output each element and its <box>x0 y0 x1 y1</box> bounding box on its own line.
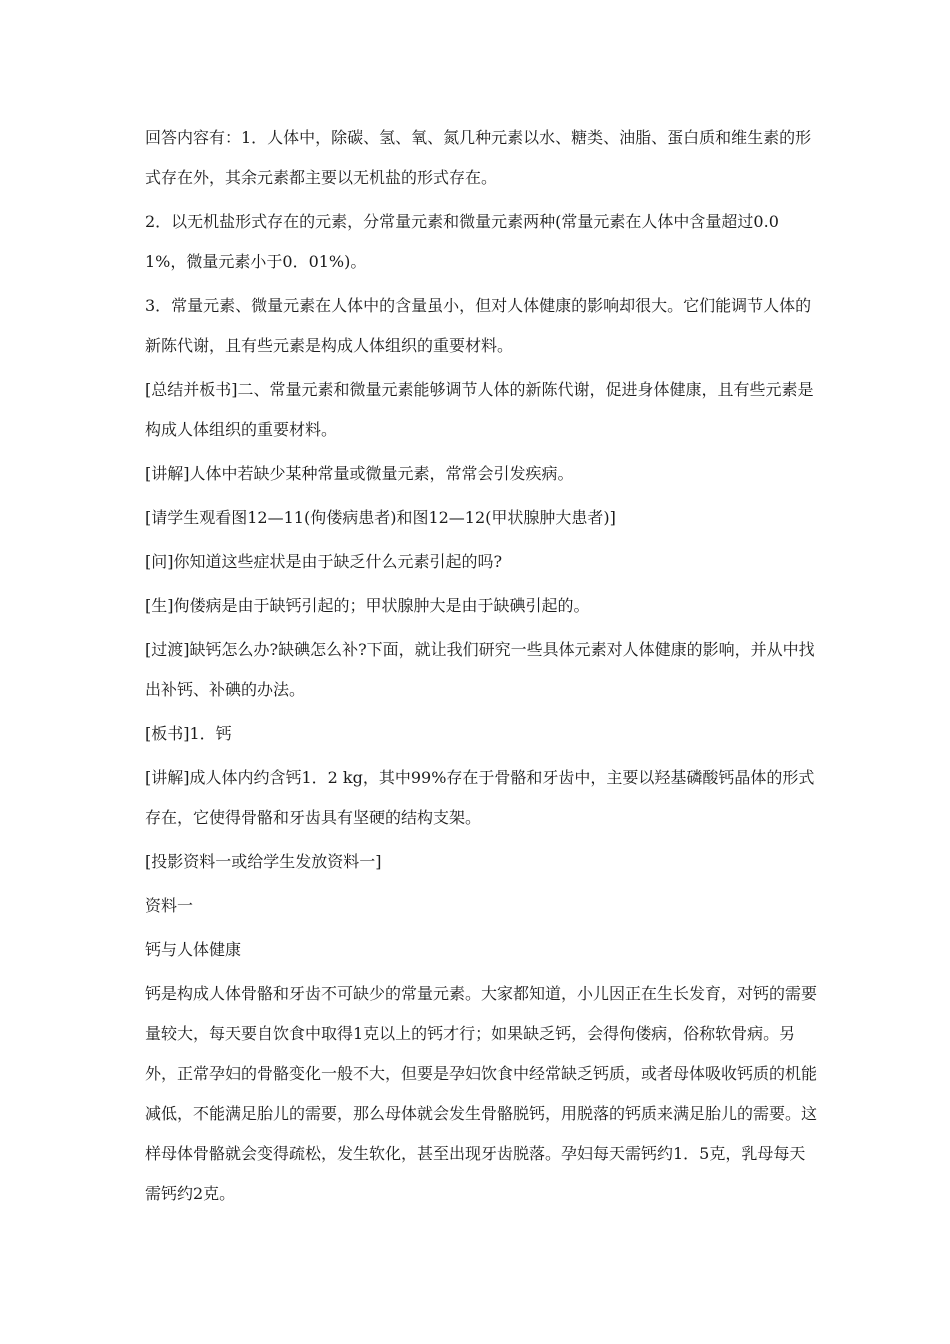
material-title: 钙与人体健康 <box>145 940 242 959</box>
answer-point-2: 2．以无机盐形式存在的元素，分常量元素和微量元素两种(常量元素在人体中含量超过0.01%，微量元素小于0．01%)。 <box>145 212 779 271</box>
figure-viewing-instruction: [请学生观看图12—11(佝偻病患者)和图12—12(甲状腺肿大患者)] <box>145 508 616 527</box>
explanation-deficiency: [讲解]人体中若缺少某种常量或微量元素，常常会引发疾病。 <box>145 464 574 483</box>
student-answer: [生]佝偻病是由于缺钙引起的；甲状腺肿大是由于缺碘引起的。 <box>145 596 590 615</box>
document-body <box>145 118 817 1218</box>
material-label: 资料一 <box>145 896 194 915</box>
question-paragraph: [问]你知道这些症状是由于缺乏什么元素引起的吗? <box>145 552 503 571</box>
answer-point-1: 回答内容有：1．人体中，除碳、氢、氧、氮几种元素以水、糖类、油脂、蛋白质和维生素的形式存在外，其余元素都主要以无机盐的形式存在。 <box>145 128 812 187</box>
projection-instruction: [投影资料一或给学生发放资料一] <box>145 852 382 871</box>
transition-paragraph: [过渡]缺钙怎么办?缺碘怎么补?下面，就让我们研究一些具体元素对人体健康的影响，并从中找出补钙、补碘的办法。 <box>145 640 815 699</box>
summary-board-note: [总结并板书]二、常量元素和微量元素能够调节人体的新陈代谢，促进身体健康，且有些元素是构成人体组织的重要材料。 <box>145 380 814 439</box>
board-heading-calcium: [板书]1．钙 <box>145 724 232 743</box>
answer-point-3: 3．常量元素、微量元素在人体中的含量虽小，但对人体健康的影响却很大。它们能调节人体的新陈代谢，且有些元素是构成人体组织的重要材料。 <box>145 296 812 355</box>
explanation-calcium: [讲解]成人体内约含钙1．2 kg，其中99%存在于骨骼和牙齿中，主要以羟基磷酸钙晶体的形式存在，它使得骨骼和牙齿具有坚硬的结构支架。 <box>145 768 815 827</box>
material-body: 钙是构成人体骨骼和牙齿不可缺少的常量元素。大家都知道，小儿因正在生长发育，对钙的需要量较大，每天要自饮食中取得1克以上的钙才行；如果缺乏钙，会得佝偻病，俗称软骨病。另外，正常孕妇的骨骼变化一般不大，但要是孕妇饮食中经常缺乏钙质，或者母体吸收钙质的机能减低，不能满足胎儿的需要，那么母体就会发生骨骼脱钙，用脱落的钙质来满足胎儿的需要。这样母体骨骼就会变得疏松，发生软化，甚至出现牙齿脱落。孕妇每天需钙约1．5克，乳母每天需钙约2克。 <box>145 984 818 1203</box>
